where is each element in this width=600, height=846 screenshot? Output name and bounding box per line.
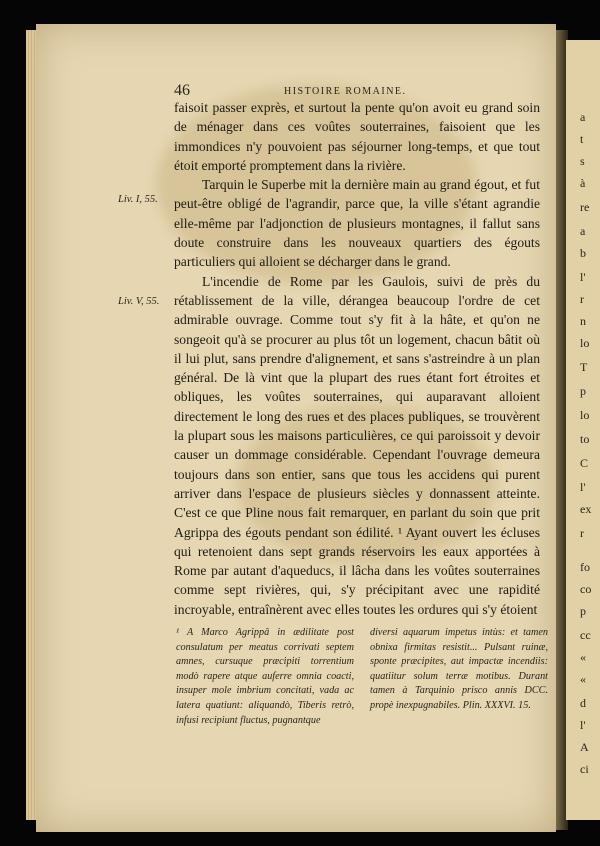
adjacent-fragment: T [580,360,588,374]
adjacent-fragment: n [580,314,586,328]
adjacent-fragment: ci [580,762,589,776]
margin-note: Liv. I, 55. [118,194,158,205]
adjacent-fragment: ex [580,502,592,516]
footnotes [176,626,548,746]
margin-note: Liv. V, 55. [118,296,160,307]
running-head: HISTOIRE ROMAINE. [284,86,407,97]
page-number: 46 [174,82,190,99]
paragraph: L'incendie de Rome par les Gaulois, suivi de près du rétablissement de la ville, dérangea beaucoup l'ordre de cet admirable ouvrage. Comme tout s'y fit à la hâte, et qu'on ne songeoit qu'à se procurer au plus tôt un logement, chacun bâtit où il lui plut, sans prendre d'alignement, et sans s'astreindre à un plan général. De là vint que la plupart des rues étant fort étroites et obliques, les voûtes souterraines, qui auparavant alloient directement le long des rues et des places publiques, se trouvèrent la plupart sous les maisons particulières, ce qui paroissoit y devoir causer un dommage considérable. Cependant l'ouvrage demeura toujours dans son entier, sans que tous les accidens qui purent arriver dans l'espace de plusieurs siècles y donnassent atteinte. C'est ce que Pline nous fait remarquer, en parlant du soin que prit Agrippa des égouts pendant son édilité. ¹ Ayant ouvert les écluses qui retenoient dans sept grands réservoirs les eaux apportées à Rome par autant d'aqueducs, il lâcha dans les voûtes souterraines comme sept rivières, qui, s'y précipitant avec une rapidité incroyable, entraînèrent avec elles toutes les ordures qui s'y étoient [174,273,540,617]
adjacent-fragment: a [580,110,586,124]
adjacent-fragment: d [580,696,586,710]
adjacent-fragment: r [580,292,584,306]
adjacent-fragment: co [580,582,592,596]
adjacent-fragment: lo [580,336,590,350]
footnote-right-column: diversi aquarum impetus intùs: et tamen obnixa firmitas resistit... Pulsant ruinæ, sponte præcipites, aut impactæ incendiis: quatiitur solum terræ motibus. Durant tamen à Tarquinio prisco annis DCC. propè inexpugnabiles. Plin. XXXVI. 15. [370,627,548,711]
adjacent-fragment: l' [580,718,586,732]
body-text [174,98,540,619]
adjacent-fragment: à [580,176,586,190]
adjacent-fragment: C [580,456,589,470]
adjacent-fragment: « [580,672,586,686]
adjacent-fragment: a [580,224,586,238]
paragraph: faisoit passer exprès, et surtout la pente qu'on avoit eu grand soin de ménager dans ces voûtes souterraines, faisoient que les immondices n'y pouvoient pas séjourner long-temps, et que tout étoit emporté promptement dans la rivière. [174,100,540,173]
adjacent-fragment: s [580,154,585,168]
adjacent-fragment: to [580,432,590,446]
adjacent-fragment: l' [580,480,586,494]
footnote-left-column: ¹ A Marco Agrippâ in ædilitate post consulatum per meatus corrivati septem amnes, cursuque præcipiti torrentium modò rapere atque auferre omnia coacti, insuper mole imbrium concitati, vada ac latera quatiunt: aliquandò, Tiberis retrò, infusi recipiunt fluctus, pugnantque [176,627,354,726]
adjacent-fragment: t [580,132,584,146]
adjacent-fragment: « [580,650,586,664]
adjacent-fragment: cc [580,628,591,642]
adjacent-fragment: re [580,200,590,214]
adjacent-fragment: p [580,604,586,618]
adjacent-fragment: l' [580,270,586,284]
adjacent-fragment: p [580,384,586,398]
adjacent-fragment: lo [580,408,590,422]
adjacent-page [566,40,600,820]
adjacent-fragment: b [580,246,586,260]
adjacent-fragment: fo [580,560,590,574]
adjacent-fragment: A [580,740,589,754]
paragraph: Tarquin le Superbe mit la dernière main au grand égout, et fut peut-être obligé de l'agrandir, parce que, la ville s'étant agrandie elle-même par l'adjonction de plusieurs montagnes, il fallut sans doute construire dans les nouveaux quartiers des égouts particuliers qui alloient se décharger dans le grand. [174,177,540,270]
adjacent-fragment: r [580,526,584,540]
